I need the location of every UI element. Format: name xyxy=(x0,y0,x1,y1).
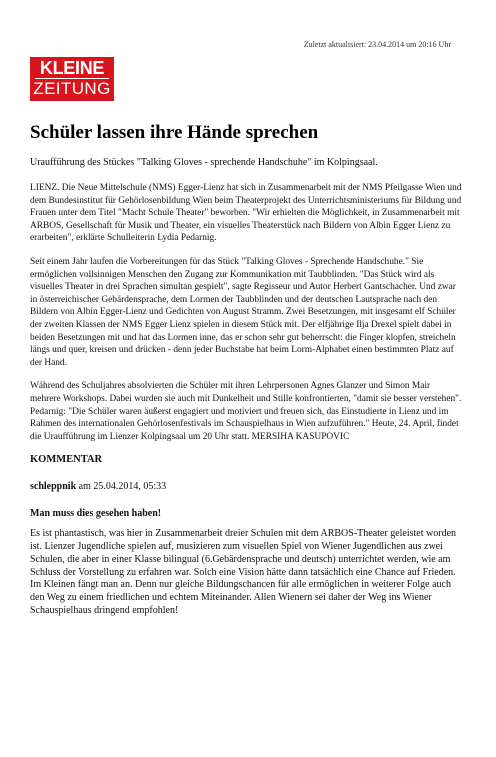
logo-line-zeitung: ZEITUNG xyxy=(33,79,111,98)
comment-author: schleppnik xyxy=(30,481,77,493)
comment-title: Man muss dies gesehen haben! xyxy=(30,508,162,520)
article-paragraph: Seit einem Jahr laufen die Vorbereitungen für das Stück "Talking Gloves - Sprechende Handschuhe." Sie ermöglichen vollsinnigen Menschen den Zugang zur Kommunikation mit Taubblinden. "Das Stück wird als visuelles Theater in drei Sprachen simultan gespielt", sagte Regisseur und Autor Herbert Gantschacher. Und zwar in österreichischer Gebärdensprache, dem Lormen der Taubblinden und der deutschen Lautsprache nach den Bildern von Albin Egger-Lienz und Gedichten von August Stramm. Zwei Besetzungen, mit insgesamt elf Schüler der zweiten Klassen der NMS Egger Lienz spielen in diesem Stück mit. Der elfjährige Ilja Drexel spielt dabei in beiden Besetzungen mit und hat das Lormen inne, das er schon sehr gut beherrscht: die Finger klopfen, streicheln längs und quer, kreisen und drücken - denn jeder Buchstabe hat beim Lorm-Alphabet einen bestimmten Platz auf der Hand. xyxy=(30,256,456,368)
article-paragraph: LIENZ. Die Neue Mittelschule (NMS) Egger-Lienz hat sich in Zusammenarbeit mit der NMS Pfeilgasse Wien und dem Bundesinstitut für Gehörlosenbildung Wien beim Theaterprojekt des Unterrichtsministeriums für Bildung und Frauen unter dem Titel "Macht Schule Theater" beworben. "Wir erhielten die Möglichkeit, in Zusammenarbeit mit ARBOS, Gesellschaft für Musik und Theater, ein visuelles Theaterstück nach Bildern von Albin Egger Lienz zu erarbeiten", erklärte Schulleiterin Lydia Pedarnig. xyxy=(30,183,462,244)
logo-line-kleine: KLEINE xyxy=(39,58,105,78)
comments-heading: KOMMENTAR xyxy=(30,454,103,466)
kleine-zeitung-logo[interactable] xyxy=(30,57,114,101)
article-title: Schüler lassen ihre Hände sprechen xyxy=(30,122,319,143)
comment-body: Es ist phantastisch, was hier in Zusammenarbeit dreier Schulen mit dem ARBOS-Theater geleistet worden ist. Lienzer Jugendliche spielen auf, musizieren zum visuellen Spiel von Wiener Jugendlichen aus zwei Schulen, die aber in einer Klasse bilingual (6.Gebärdensprache und deutsch) unterrichtet werden, wie am Schluss der Vorstellung zu erfahren war. Solch eine Vision hätte dann tatsächlich eine Chance auf Frieden. Im Kleinen fängt man an. Denn nur gleiche Bildungschancen für alle ermöglichen in weiterer Folge auch den Weg zu einem friedlichen und echtem Miteinander. Allen Wienern sei daher der Weg ins Wiener Schauspielhaus dringend empfohlen! xyxy=(30,528,457,617)
article-paragraph: Während des Schuljahres absolvierten die Schüler mit ihren Lehrpersonen Agnes Glanzer und Simon Mair mehrere Workshops. Dabei wurden sie auch mit Dunkelheit und Stille konfrontierten, "damit sie besser verstehen". Pedarnig: "Die Schüler waren äußerst engagiert und motiviert und freuen sich, das Einstudierte in Lienz und im Rahmen des internationalen Gehörlosenfestivals im Schauspielhaus in Wien aufzuführen." Heute, 24. April, findet die Uraufführung im Lienzer Kolpingsaal um 20 Uhr statt. MERSIHA KASUPOVIC xyxy=(30,381,462,442)
last-updated-text: Zuletzt aktualisiert: 23.04.2014 um 20:16 Uhr xyxy=(303,40,451,49)
article-lead: Uraufführung des Stückes "Talking Gloves - sprechende Handschuhe" im Kolpingsaal. xyxy=(30,157,378,168)
comment-meta xyxy=(30,481,462,492)
comment-date: am 25.04.2014, 05:33 xyxy=(78,481,167,493)
article-container xyxy=(30,122,462,618)
